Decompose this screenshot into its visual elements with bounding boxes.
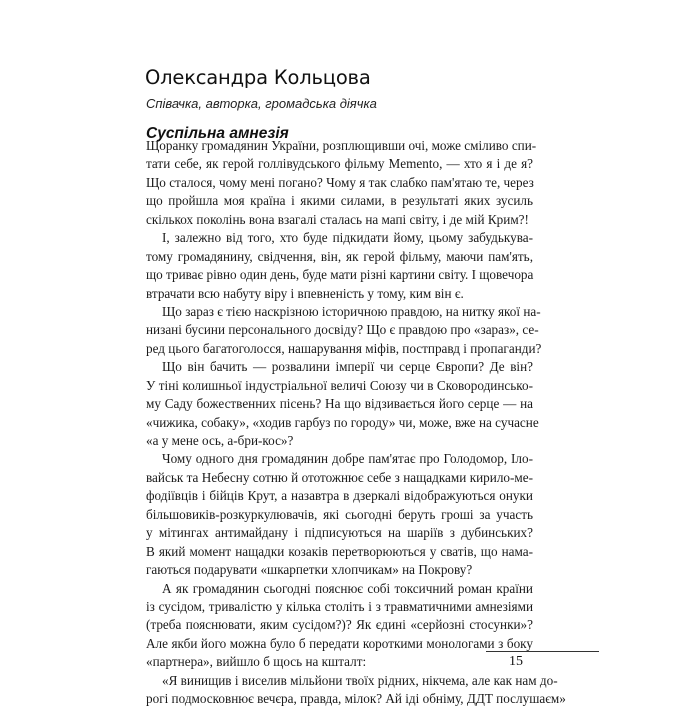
footer-rule	[486, 651, 599, 652]
text-line: ред цього багатоголосся, нашарування міфів, постправд і пропаганди?	[146, 340, 542, 356]
text-line: із сусідом, тривалістю у кілька століть і з травматичними амнезіями	[146, 598, 533, 614]
text-line: В який момент нащадки козаків перетворюються у сватів, що нама-	[146, 543, 533, 559]
section-title: Суспільна амнезія	[146, 125, 289, 142]
text-line: низані бусини персонального досвіду? Що є правдою про «зараз», се-	[146, 322, 539, 338]
text-line: тому громадянину, свідчення, він, як герой фільму, маючи пам'ять,	[146, 248, 533, 264]
text-line: А як громадянин сьогодні пояснює собі токсичний роман країни	[162, 580, 533, 596]
text-line: «чижика, собаку», «ходив гарбуз по городу» чи, може, вже на сучасне	[146, 414, 539, 430]
author-name: Олександра Кольцова	[145, 66, 371, 89]
text-line: Що зараз є тією наскрізною історичною правдою, на нитку якої на-	[162, 303, 541, 319]
text-line: більшовиків-розкуркулювачів, які сьогодні беруть гроші за участь	[146, 506, 533, 522]
text-line: У тіні колишньої індустріальної величі Союзу чи в Сковородинсько-	[146, 377, 533, 393]
author-role: Співачка, авторка, громадська діячка	[146, 96, 377, 111]
text-line: вайськ та Небесну сотню й ототожнює себе з нащадками кирило-ме-	[146, 469, 533, 485]
text-line: му Саду божественних пісень? На що відзивається його серце — на	[146, 396, 533, 412]
text-line: у мітингах антимайдану і підписуються на шаріїв з дубинських?	[146, 525, 533, 541]
text-line: гаються подарувати «шкарпетки хлопчикам» на Покрову?	[146, 562, 473, 578]
text-line: Але якби його можна було б передати короткими монологами з боку	[146, 635, 533, 651]
text-line: рогі подмосковнює вечєра, правда, мілок? Ай іді обніму, ДДТ послушаєм»	[146, 691, 566, 707]
text-line: втрачати всю набуту віру і впевненість у тому, ким він є.	[146, 285, 464, 301]
text-line: Щоранку громадянин України, розплющивши очі, може сміливо спи-	[146, 138, 537, 153]
text-line: що триває рівно один день, буде мати різні картини світу. І щовечора	[146, 267, 534, 283]
text-line: «партнера», вийшло б щось на кшталт:	[146, 654, 367, 670]
text-line: «Я винищив і виселив мільйони твоїх рідних, нікчема, але как нам до-	[162, 672, 558, 688]
text-line: Що він бачить — розвалини імперії чи серце Європи? Де він?	[162, 359, 533, 375]
text-line: фодіївців і бійців Крут, а назавтра в дзеркалі відображуються онуки	[146, 488, 533, 504]
text-line: скількох поколінь вона взагалі сталась на мапі світу, і де мій Крим?!	[146, 211, 529, 227]
text-line: що пройшла моя країна і якими силами, в результаті яких зусиль	[146, 193, 533, 209]
text-line: Чому одного дня громадянин добре пам'ятає про Голодомор, Іло-	[162, 451, 533, 467]
text-line: Що сталося, чому мені погано? Чому я так слабко пам'ятаю те, через	[146, 174, 534, 190]
body-text	[146, 137, 566, 709]
text-line: І, залежно від того, хто буде підкидати йому, цьому забудькува-	[162, 230, 533, 246]
page-number: 15	[509, 654, 523, 669]
text-line: «а у мене ось, а-бри-кос»?	[146, 433, 294, 448]
text-line: тати себе, як герой голлівудського фільму Memento, — хто я і де я?	[146, 156, 533, 172]
text-line: (треба пояснювати, яким сусідом?)? Як єдині «серйозні стосунки»?	[146, 617, 533, 633]
